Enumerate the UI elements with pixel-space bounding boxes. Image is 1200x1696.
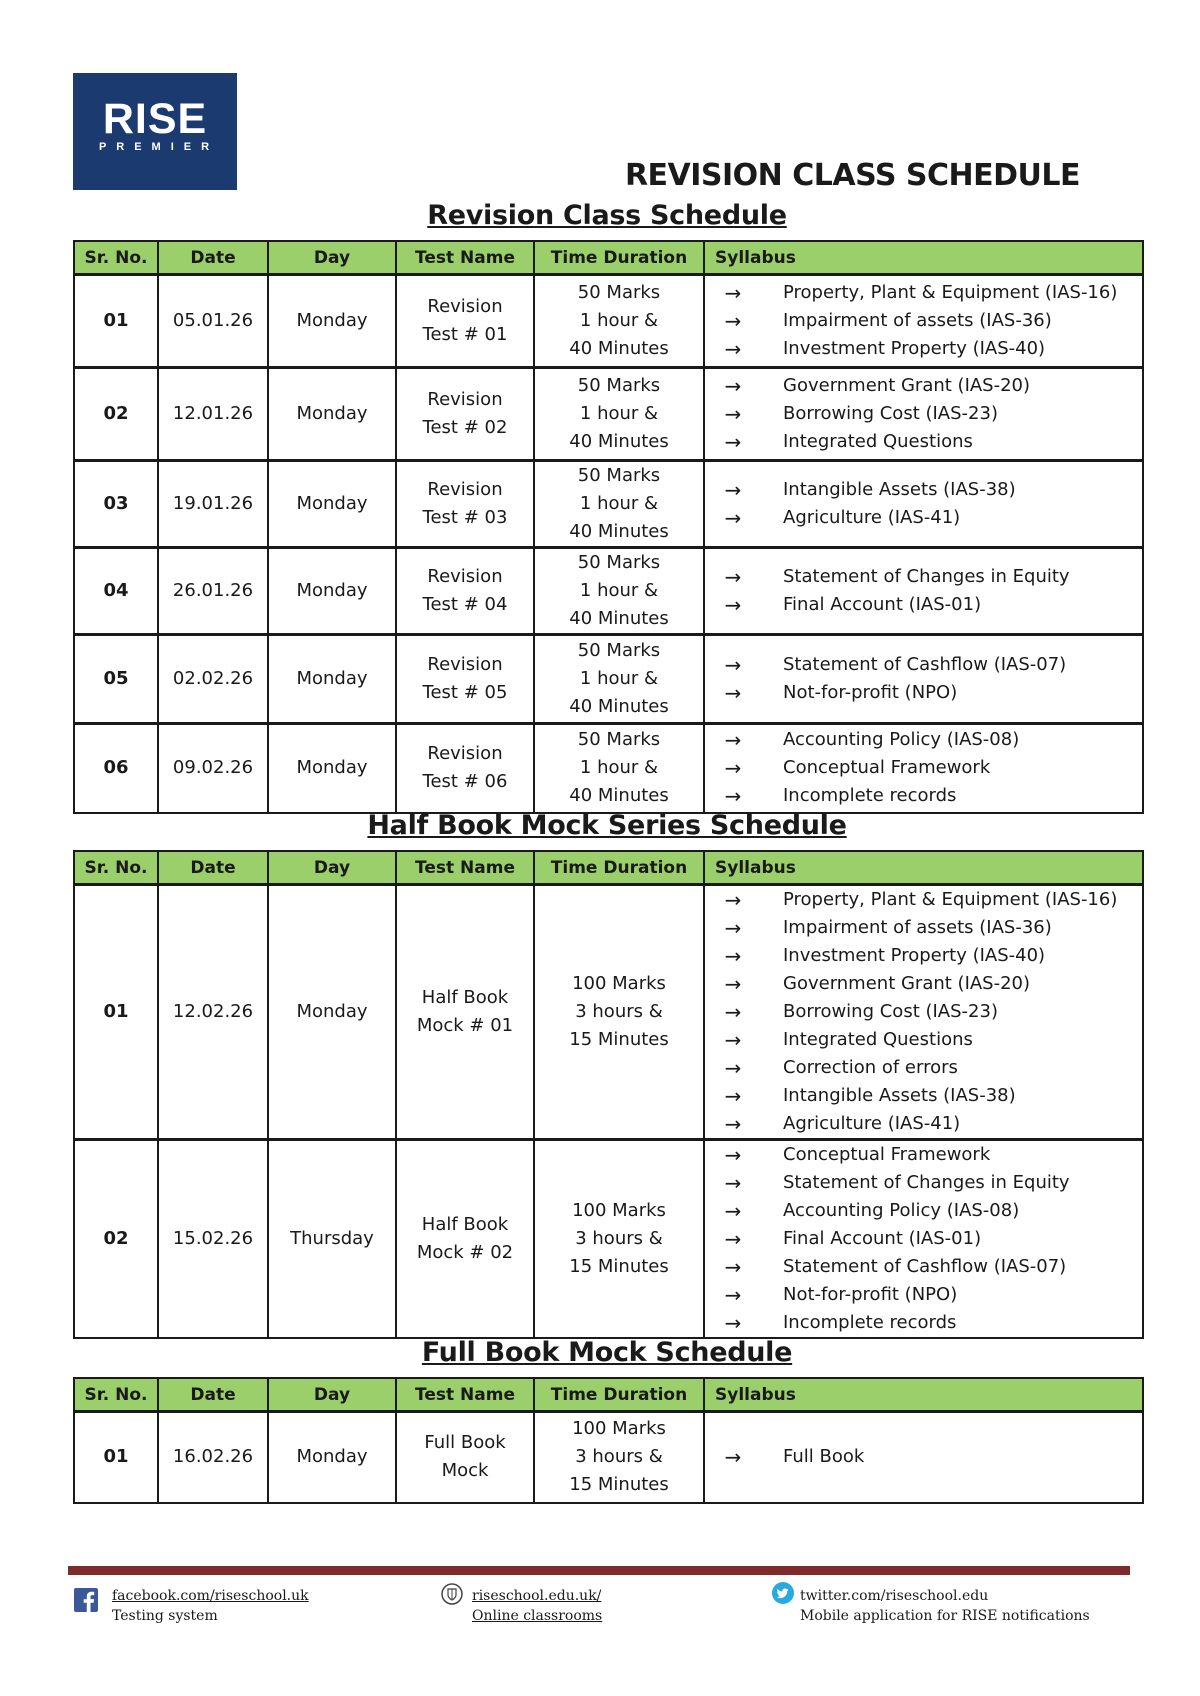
document-title: REVISION CLASS SCHEDULE [624,158,1080,193]
syllabus-item [705,1141,1142,1169]
syllabus-text: Property, Plant & Equipment (IAS-16) [783,282,1118,303]
date-cell: 15.02.26 [158,1140,268,1339]
section-title-full-book: Full Book Mock Schedule [421,1337,793,1368]
section-title-revision: Revision Class Schedule [427,200,787,231]
sr-no-cell: 06 [74,724,158,813]
syllabus-text: Statement of Cashflow (IAS-07) [783,654,1067,675]
duration-line: 3 hours & [575,1001,663,1022]
syllabus-item [705,400,1142,428]
table-row [74,635,1143,724]
test-name-cell [396,1412,534,1503]
test-name-cell [396,461,534,548]
arrow-icon: → [724,1311,742,1335]
syllabus-item [705,970,1142,998]
syllabus-text: Statement of Changes in Equity [783,1172,1070,1193]
syllabus-text: Final Account (IAS-01) [783,1228,982,1249]
syllabus-item [705,1082,1142,1110]
arrow-icon: → [724,1084,742,1108]
syllabus-text: Agriculture (IAS-41) [783,507,961,528]
day-header: Day [268,851,396,885]
test-name-cell [396,275,534,368]
duration-line: 40 Minutes [569,521,669,542]
day-cell: Monday [268,461,396,548]
sr-no-header: Sr. No. [74,851,158,885]
syllabus-cell [704,275,1143,368]
syllabus-cell [704,461,1143,548]
test-name-line: Test # 03 [422,507,508,528]
duration-line: 40 Minutes [569,785,669,807]
syllabus-text: Agriculture (IAS-41) [783,1113,961,1134]
test-name-cell [396,885,534,1140]
test-name-line: Revision [427,566,503,587]
syllabus-item [705,591,1142,619]
date-cell: 05.01.26 [158,275,268,368]
day-cell: Monday [268,885,396,1140]
facebook-caption: Testing system [112,1608,218,1624]
duration-line: 1 hour & [579,757,659,779]
day-header: Day [268,1378,396,1412]
syllabus-text: Full Book [783,1446,865,1468]
test-name-line: Full Book [424,1432,506,1454]
duration-line: 100 Marks [572,973,666,994]
footer-facebook [112,1586,309,1626]
test-name-line: Test # 02 [422,417,508,438]
test-name-line: Mock [441,1460,489,1482]
duration-line: 50 Marks [577,465,661,486]
test-name-line: Half Book [421,987,509,1008]
table-row [74,724,1143,813]
duration-line: 50 Marks [577,282,661,303]
time-duration-cell [534,724,704,813]
arrow-icon: → [724,1143,742,1167]
table-header-row [74,851,1143,885]
syllabus-text: Incomplete records [783,1312,957,1333]
syllabus-text: Not-for-profit (NPO) [783,682,958,703]
syllabus-item [705,1054,1142,1082]
syllabus-item [705,476,1142,504]
syllabus-text: Intangible Assets (IAS-38) [783,479,1016,500]
syllabus-item [705,1281,1142,1309]
table-header-row [74,241,1143,275]
table-row [74,461,1143,548]
table-row [74,548,1143,635]
test-name-line: Revision [427,389,503,410]
syllabus-item [705,1169,1142,1197]
syllabus-item [705,1309,1142,1337]
syllabus-cell [704,635,1143,724]
time-duration-cell [534,548,704,635]
syllabus-header: Syllabus [704,851,1143,885]
day-cell: Monday [268,1412,396,1503]
section-title-half-book: Half Book Mock Series Schedule [367,810,847,841]
time-duration-header: Time Duration [534,1378,704,1412]
facebook-link[interactable]: facebook.com/riseschool.uk [112,1588,309,1604]
arrow-icon: → [724,1000,742,1024]
arrow-icon: → [724,565,742,589]
duration-line: 1 hour & [579,493,659,514]
duration-line: 50 Marks [577,552,661,573]
duration-line: 40 Minutes [569,338,669,359]
syllabus-text: Conceptual Framework [783,1144,991,1165]
test-name-cell [396,548,534,635]
test-name-line: Test # 01 [422,324,508,345]
syllabus-text: Investment Property (IAS-40) [783,338,1046,359]
website-caption: Online classrooms [472,1608,603,1624]
test-name-header: Test Name [396,1378,534,1412]
arrow-icon: → [724,402,742,426]
date-cell: 16.02.26 [158,1412,268,1503]
arrow-icon: → [724,916,742,940]
syllabus-text: Correction of errors [783,1057,958,1078]
arrow-icon: → [724,478,742,502]
syllabus-text: Not-for-profit (NPO) [783,1284,958,1305]
duration-line: 3 hours & [575,1446,663,1468]
table-row [74,1412,1143,1503]
day-cell: Thursday [268,1140,396,1339]
table-header-row [74,1378,1143,1412]
time-duration-cell [534,275,704,368]
test-name-header: Test Name [396,851,534,885]
test-name-cell [396,724,534,813]
syllabus-item [705,1225,1142,1253]
test-name-cell [396,368,534,461]
test-name-line: Test # 06 [422,771,508,793]
footer-divider [68,1566,1130,1575]
arrow-icon: → [724,1056,742,1080]
syllabus-item [705,563,1142,591]
syllabus-text: Borrowing Cost (IAS-23) [783,1001,998,1022]
revision-schedule-table [73,240,1144,814]
syllabus-text: Conceptual Framework [783,757,991,779]
syllabus-text: Statement of Cashflow (IAS-07) [783,1256,1067,1277]
duration-line: 50 Marks [577,729,661,751]
date-cell: 09.02.26 [158,724,268,813]
arrow-icon: → [724,653,742,677]
test-name-line: Revision [427,479,503,500]
arrow-icon: → [724,728,742,753]
syllabus-cell [704,548,1143,635]
duration-line: 1 hour & [579,310,659,331]
date-cell: 12.02.26 [158,885,268,1140]
syllabus-item [705,782,1142,810]
arrow-icon: → [724,888,742,912]
syllabus-text: Impairment of assets (IAS-36) [783,917,1052,938]
date-cell: 12.01.26 [158,368,268,461]
test-name-line: Revision [427,743,503,765]
time-duration-cell [534,461,704,548]
syllabus-item [705,726,1142,754]
syllabus-item [705,886,1142,914]
arrow-icon: → [724,944,742,968]
arrow-icon: → [724,506,742,530]
arrow-icon: → [724,1199,742,1223]
table-row [74,275,1143,368]
syllabus-cell [704,724,1143,813]
syllabus-item [705,1443,1142,1471]
syllabus-item [705,651,1142,679]
arrow-icon: → [724,337,742,361]
twitter-link[interactable]: twitter.com/riseschool.edu [800,1588,989,1604]
sr-no-cell: 05 [74,635,158,724]
date-cell: 26.01.26 [158,548,268,635]
syllabus-item [705,914,1142,942]
sr-no-cell: 02 [74,368,158,461]
duration-line: 1 hour & [579,668,659,689]
syllabus-text: Borrowing Cost (IAS-23) [783,403,998,424]
syllabus-header: Syllabus [704,241,1143,275]
day-cell: Monday [268,275,396,368]
sr-no-cell: 01 [74,885,158,1140]
arrow-icon: → [724,972,742,996]
date-header: Date [158,241,268,275]
sr-no-cell: 03 [74,461,158,548]
date-header: Date [158,1378,268,1412]
duration-line: 50 Marks [577,375,661,396]
arrow-icon: → [724,756,742,781]
date-cell: 02.02.26 [158,635,268,724]
rise-logo [73,73,237,190]
facebook-icon [74,1588,98,1612]
syllabus-text: Integrated Questions [783,1029,973,1050]
syllabus-item [705,754,1142,782]
sr-no-cell: 04 [74,548,158,635]
syllabus-item [705,1197,1142,1225]
syllabus-text: Impairment of assets (IAS-36) [783,310,1052,331]
date-header: Date [158,851,268,885]
syllabus-text: Intangible Assets (IAS-38) [783,1085,1016,1106]
full-book-mock-table [73,1377,1144,1504]
sr-no-header: Sr. No. [74,1378,158,1412]
duration-line: 15 Minutes [569,1474,669,1496]
arrow-icon: → [724,1171,742,1195]
syllabus-item [705,335,1142,363]
test-name-line: Revision [427,654,503,675]
twitter-caption: Mobile application for RISE notifications [800,1608,1090,1624]
duration-line: 1 hour & [579,403,659,424]
time-duration-cell [534,635,704,724]
syllabus-cell [704,885,1143,1140]
syllabus-text: Government Grant (IAS-20) [783,375,1031,396]
syllabus-text: Investment Property (IAS-40) [783,945,1046,966]
duration-line: 50 Marks [577,640,661,661]
arrow-icon: → [724,1028,742,1052]
time-duration-header: Time Duration [534,241,704,275]
syllabus-text: Property, Plant & Equipment (IAS-16) [783,889,1118,910]
arrow-icon: → [724,1255,742,1279]
arrow-icon: → [724,430,742,454]
logo-main-text: RISE [102,95,208,143]
half-book-mock-table [73,850,1144,1339]
syllabus-item [705,998,1142,1026]
syllabus-text: Integrated Questions [783,431,973,452]
test-name-cell [396,635,534,724]
arrow-icon: → [724,1112,742,1136]
website-link[interactable]: riseschool.edu.uk/ [472,1588,602,1604]
test-name-line: Revision [427,296,503,317]
duration-line: 15 Minutes [569,1029,669,1050]
arrow-icon: → [724,309,742,333]
syllabus-item [705,279,1142,307]
twitter-icon [772,1582,794,1604]
syllabus-item [705,428,1142,456]
footer-website [472,1586,602,1626]
syllabus-cell [704,368,1143,461]
duration-line: 100 Marks [572,1418,666,1440]
test-name-line: Mock # 01 [416,1015,514,1036]
duration-line: 3 hours & [575,1228,663,1249]
syllabus-text: Accounting Policy (IAS-08) [783,729,1020,751]
table-row [74,885,1143,1140]
arrow-icon: → [724,281,742,305]
test-name-line: Half Book [421,1214,509,1235]
syllabus-item [705,1110,1142,1138]
syllabus-item [705,1026,1142,1054]
duration-line: 40 Minutes [569,696,669,717]
logo-sub-text: PREMIER [98,141,220,153]
time-duration-cell [534,1412,704,1503]
syllabus-item [705,307,1142,335]
syllabus-item [705,504,1142,532]
time-duration-header: Time Duration [534,851,704,885]
duration-line: 100 Marks [572,1200,666,1221]
day-cell: Monday [268,548,396,635]
footer-twitter [800,1586,1090,1626]
test-name-cell [396,1140,534,1339]
time-duration-cell [534,1140,704,1339]
arrow-icon: → [724,784,742,809]
day-cell: Monday [268,724,396,813]
arrow-icon: → [724,374,742,398]
table-row [74,368,1143,461]
sr-no-cell: 01 [74,1412,158,1503]
test-name-line: Test # 04 [422,594,508,615]
sr-no-header: Sr. No. [74,241,158,275]
table-row [74,1140,1143,1339]
day-cell: Monday [268,635,396,724]
sr-no-cell: 02 [74,1140,158,1339]
duration-line: 1 hour & [579,580,659,601]
test-name-line: Mock # 02 [416,1242,514,1263]
syllabus-text: Incomplete records [783,785,957,807]
syllabus-item [705,1253,1142,1281]
time-duration-cell [534,885,704,1140]
syllabus-item [705,942,1142,970]
syllabus-text: Accounting Policy (IAS-08) [783,1200,1020,1221]
test-name-header: Test Name [396,241,534,275]
time-duration-cell [534,368,704,461]
arrow-icon: → [724,681,742,705]
test-name-line: Test # 05 [422,682,508,703]
day-cell: Monday [268,368,396,461]
duration-line: 40 Minutes [569,431,669,452]
syllabus-item [705,372,1142,400]
duration-line: 40 Minutes [569,608,669,629]
arrow-icon: → [724,593,742,617]
sr-no-cell: 01 [74,275,158,368]
arrow-icon: → [724,1283,742,1307]
duration-line: 15 Minutes [569,1256,669,1277]
syllabus-cell [704,1140,1143,1339]
day-header: Day [268,241,396,275]
syllabus-text: Government Grant (IAS-20) [783,973,1031,994]
syllabus-text: Final Account (IAS-01) [783,594,982,615]
crest-icon [440,1582,464,1606]
arrow-icon: → [724,1445,742,1470]
date-cell: 19.01.26 [158,461,268,548]
syllabus-cell [704,1412,1143,1503]
syllabus-item [705,679,1142,707]
arrow-icon: → [724,1227,742,1251]
syllabus-text: Statement of Changes in Equity [783,566,1070,587]
syllabus-header: Syllabus [704,1378,1143,1412]
